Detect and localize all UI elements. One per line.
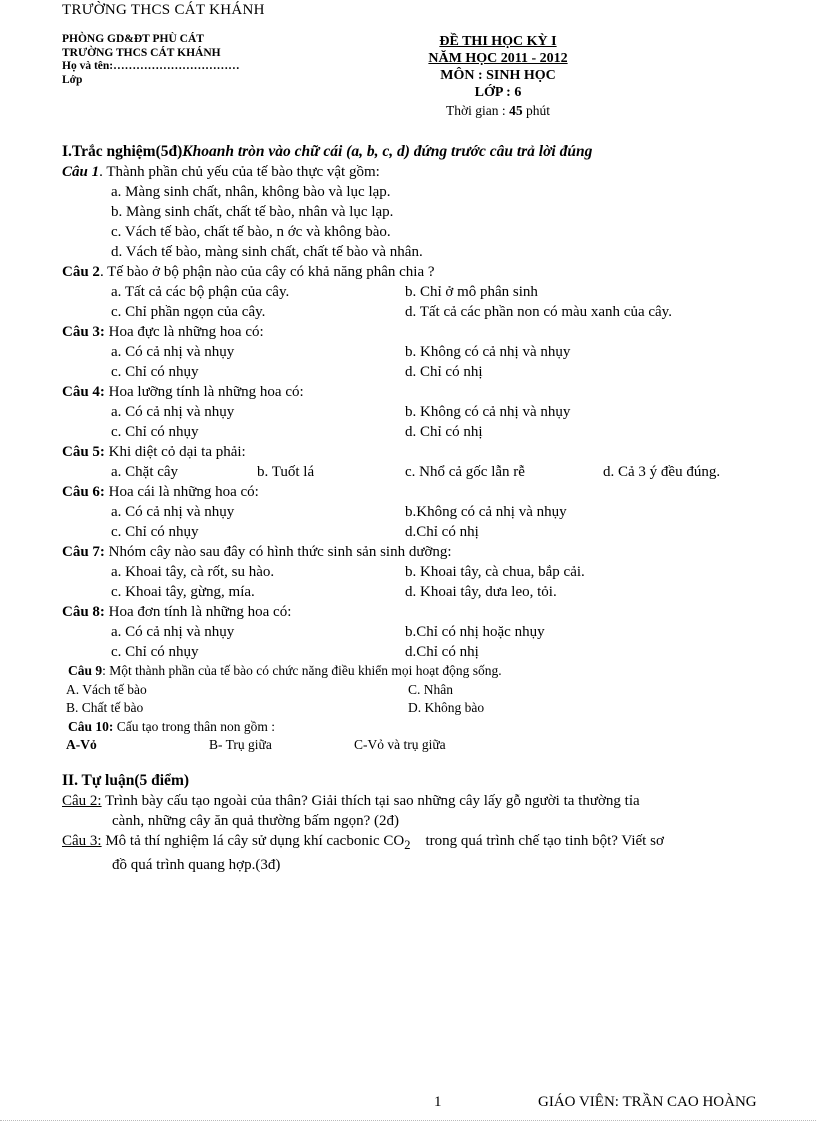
school-year: NĂM HỌC 2011 - 2012 <box>428 51 568 66</box>
question-4: Câu 4: Hoa lưỡng tính là những hoa có: <box>62 384 304 400</box>
question-1: Câu 1. Thành phần chủ yếu của tế bào thực vật gồm: <box>62 164 380 180</box>
option: B. Chất tế bào <box>66 700 144 715</box>
option: a. Có cả nhị và nhụy <box>111 624 235 640</box>
class-field: Lớp <box>62 73 83 86</box>
option: A. Vách tế bào <box>66 681 147 697</box>
option: A-Vỏ <box>66 737 97 752</box>
option: c. Nhổ cả gốc lẫn rễ <box>405 464 525 480</box>
subject: MÔN : SINH HỌC <box>440 68 556 83</box>
page-number: 1 <box>434 1094 442 1110</box>
question-6: Câu 6: Hoa cái là những hoa có: <box>62 484 259 500</box>
page-bottom-border <box>0 1120 816 1121</box>
option: d. Tất cả các phần non có màu xanh của cây. <box>405 304 672 320</box>
school-name: TRƯỜNG THCS CÁT KHÁNH <box>62 46 221 59</box>
exam-time: Thời gian : 45 phút <box>446 103 550 118</box>
option: b.Không có cả nhị và nhụy <box>405 504 567 520</box>
student-name-field: Họ và tên:…………………………… <box>62 60 240 72</box>
option: C-Vỏ và trụ giữa <box>354 737 446 752</box>
option: a. Chặt cây <box>111 464 179 480</box>
option: b. Màng sinh chất, chất tế bào, nhân và lục lạp. <box>111 204 394 220</box>
option: a. Màng sinh chất, nhân, không bào và lục lạp. <box>111 184 391 200</box>
grade: LỚP : 6 <box>474 85 522 100</box>
option: c. Chỉ có nhụy <box>111 364 199 380</box>
option: a. Tất cả các bộ phận của cây. <box>111 284 290 300</box>
option: c. Chỉ có nhụy <box>111 524 199 540</box>
teacher-name: GIÁO VIÊN: TRẦN CAO HOÀNG <box>538 1094 757 1110</box>
exam-content <box>62 142 792 875</box>
option: d. Chỉ có nhị <box>405 364 483 380</box>
question-5: Câu 5: Khi diệt cỏ dại ta phải: <box>62 444 246 460</box>
question-7: Câu 7: Nhóm cây nào sau đây có hình thức sinh sản sinh dưỡng: <box>62 544 452 560</box>
option: a. Có cả nhị và nhụy <box>111 504 235 520</box>
section-2 <box>62 771 792 875</box>
option: a. Khoai tây, cà rốt, su hào. <box>111 564 275 580</box>
question-2: Câu 2. Tế bào ở bộ phận nào của cây có khả năng phân chia ? <box>62 264 435 280</box>
option: C. Nhân <box>408 681 453 697</box>
option: B- Trụ giữa <box>209 737 272 752</box>
option: a. Có cả nhị và nhụy <box>111 344 235 360</box>
department-name: PHÒNG GD&ĐT PHÙ CÁT <box>62 33 204 45</box>
option: b. Không có cả nhị và nhụy <box>405 404 571 420</box>
essay-question-3: Câu 3: Mô tả thí nghiệm lá cây sử dụng khí cacbonic $CO_2$ trong quá trình chế tạo tinh bột? Viết sơ đồ quá trình quang hợp.(3đ) <box>62 832 664 873</box>
option: d.Chỉ có nhị <box>405 524 479 540</box>
option: b. Không có cả nhị và nhụy <box>405 344 571 360</box>
option: b.Chỉ có nhị hoặc nhụy <box>405 624 545 640</box>
option: c. Vách tế bào, chất tế bào, n ớc và không bào. <box>111 224 391 240</box>
exam-title: ĐỀ THI HỌC KỲ I <box>439 34 557 49</box>
option: b. Tuốt lá <box>257 464 315 480</box>
question-3: Câu 3: Hoa đực là những hoa có: <box>62 324 264 340</box>
header-right <box>408 33 588 119</box>
option: D. Không bào <box>408 700 485 715</box>
option: d. Vách tế bào, màng sinh chất, chất tế bào và nhân. <box>111 244 423 260</box>
essay-question-2: Câu 2: Trình bày cấu tạo ngoài của thân? Giải thích tại sao những cây lấy gỗ người ta thường tỉa cành, những cây ăn quả thường bấm ngọn? (2đ) <box>62 792 640 829</box>
section-1-title: I.Trắc nghiệm(5đ)Khoanh tròn vào chữ cái (a, b, c, d) đứng trước câu trả lời đúng <box>62 143 593 160</box>
option: d. Khoai tây, dưa leo, tỏi. <box>405 584 557 600</box>
option: b. Khoai tây, cà chua, bắp cải. <box>405 564 585 580</box>
option: b. Chỉ ở mô phân sinh <box>405 284 538 300</box>
question-10: Câu 10: Cấu tạo trong thân non gồm : <box>68 718 275 734</box>
question-8: Câu 8: Hoa đơn tính là những hoa có: <box>62 604 292 620</box>
section-2-title: II. Tự luận(5 điểm) <box>62 771 190 789</box>
option: c. Chỉ phần ngọn của cây. <box>111 304 266 320</box>
top-school-name: TRƯỜNG THCS CÁT KHÁNH <box>62 2 265 18</box>
option: d. Cả 3 ý đều đúng. <box>603 464 721 480</box>
option: a. Có cả nhị và nhụy <box>111 404 235 420</box>
option: c. Chỉ có nhụy <box>111 644 199 660</box>
question-9: Câu 9: Một thành phần của tế bào có chức năng điều khiển mọi hoạt động sống. <box>68 663 502 678</box>
option: d. Chỉ có nhị <box>405 424 483 440</box>
header-left <box>62 33 240 87</box>
option: d.Chỉ có nhị <box>405 644 479 660</box>
option: c. Khoai tây, gừng, mía. <box>111 584 255 600</box>
option: c. Chỉ có nhụy <box>111 424 199 440</box>
